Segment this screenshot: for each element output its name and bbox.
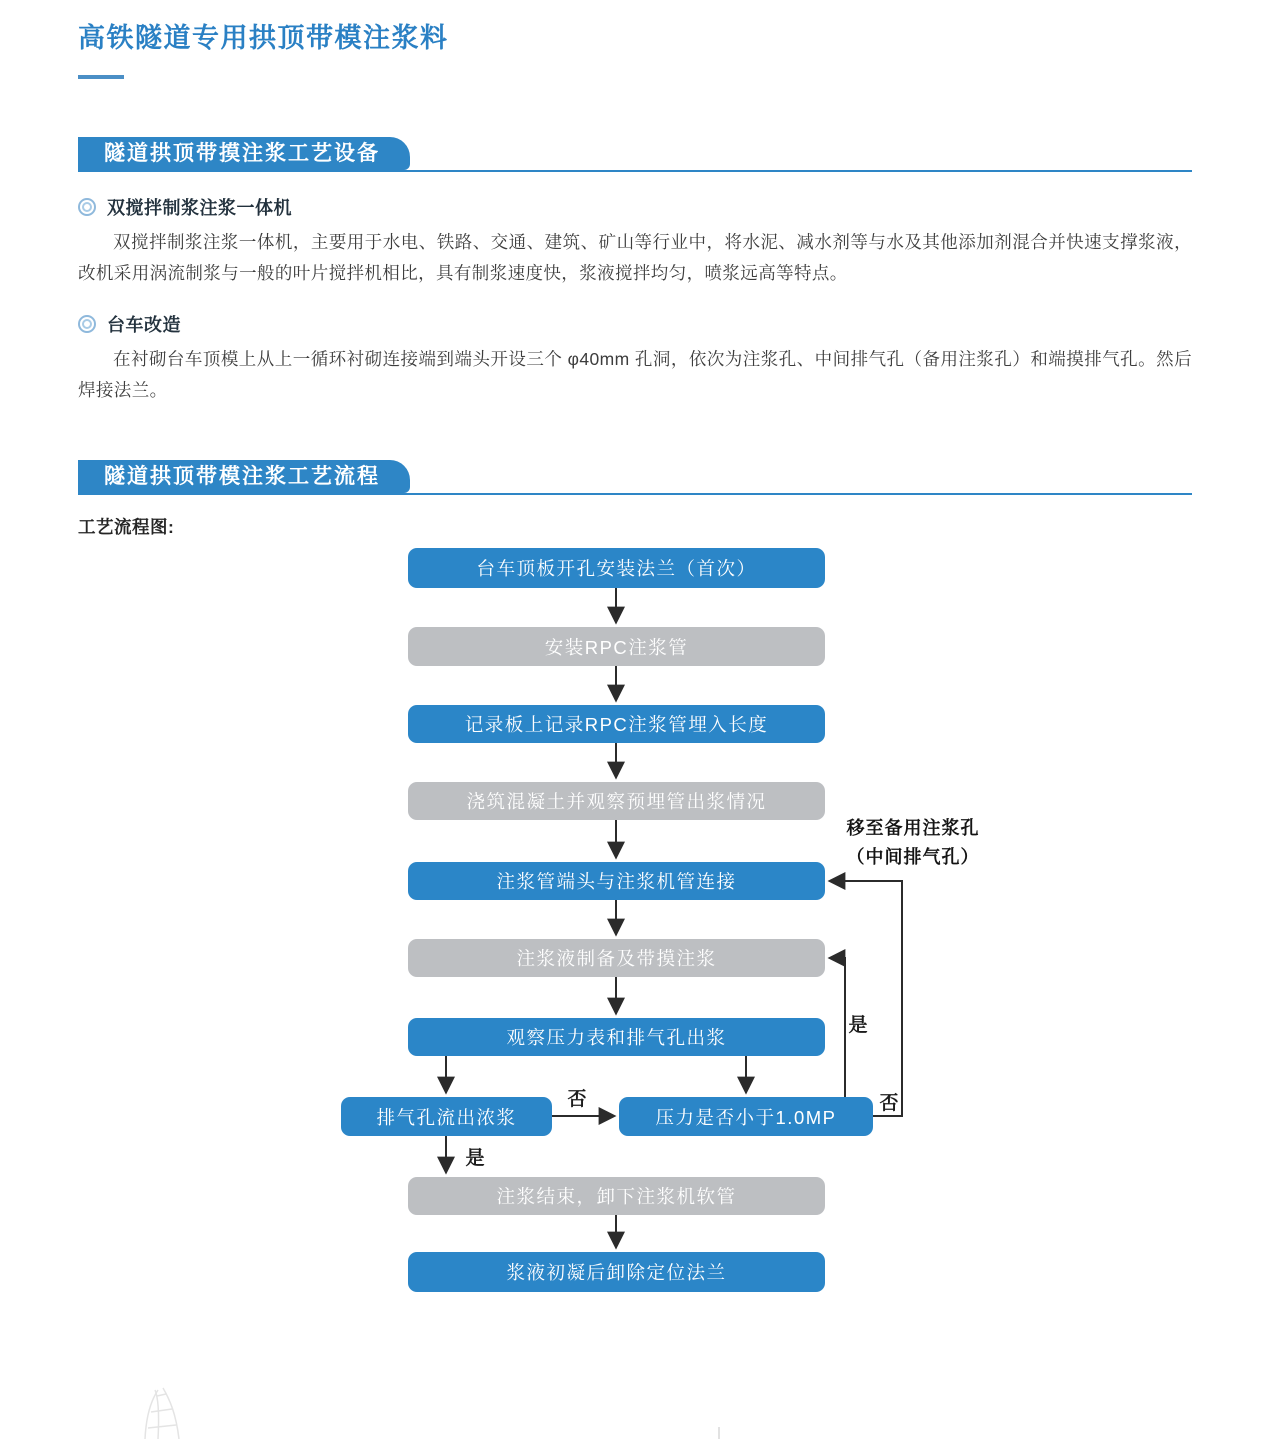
section-equipment-banner: 隧道拱顶带摸注浆工艺设备 [78, 137, 410, 170]
flow-label-redirect [828, 814, 998, 872]
section-process-banner-row [78, 460, 1192, 495]
flow-node-install-flange: 台车顶板开孔安装法兰（首次） [408, 548, 825, 588]
equipment-item-2-body: 在衬砌台车顶模上从上一循环衬砌连接端到端头开设三个 φ40mm 孔洞，依次为注浆孔、中间排气孔（备用注浆孔）和端摸排气孔。然后焊接法兰。 [78, 349, 1192, 400]
flow-label-yes-left: 是 [465, 1148, 485, 1169]
flow-label-redirect-line1: 移至备用注浆孔 [846, 818, 980, 838]
flow-label-no-middle: 否 [567, 1089, 587, 1110]
flow-node-prepare-grout: 注浆液制备及带摸注浆 [408, 939, 825, 977]
flow-node-remove-flange: 浆液初凝后卸除定位法兰 [408, 1252, 825, 1292]
section-equipment-banner-row [78, 137, 1192, 172]
equipment-item-1-heading: 双搅拌制浆注浆一体机 [107, 198, 292, 218]
flow-node-pour-concrete: 浇筑混凝土并观察预埋管出浆情况 [408, 782, 825, 820]
page-title: 高铁隧道专用拱顶带模注浆料 [78, 23, 449, 53]
flow-node-connect-pipe: 注浆管端头与注浆机管连接 [408, 862, 825, 900]
equipment-item-2 [78, 311, 1192, 337]
flowchart-caption: 工艺流程图: [78, 517, 175, 537]
equipment-item-1 [78, 194, 1192, 220]
ring-bullet-icon [78, 315, 96, 333]
flow-label-no-loop: 否 [879, 1093, 899, 1114]
flow-node-observe-gauge: 观察压力表和排气孔出浆 [408, 1018, 825, 1056]
section-process-banner: 隧道拱顶带模注浆工艺流程 [78, 460, 410, 493]
flow-label-redirect-line2: （中间排气孔） [846, 847, 980, 867]
equipment-item-2-heading: 台车改造 [107, 315, 181, 335]
flow-node-record-length: 记录板上记录RPC注浆管埋入长度 [408, 705, 825, 743]
flow-label-yes-loop: 是 [848, 1015, 868, 1036]
flow-node-pressure-check: 压力是否小于1.0MP [619, 1097, 873, 1136]
flow-node-install-rpc-pipe: 安装RPC注浆管 [408, 627, 825, 666]
ring-bullet-icon [78, 198, 96, 216]
title-underline [78, 75, 124, 79]
equipment-item-1-body: 双搅拌制浆注浆一体机，主要用于水电、铁路、交通、建筑、矿山等行业中，将水泥、减水剂等与水及其他添加剂混合并快速支撑浆液，改机采用涡流制浆与一般的叶片搅拌机相比，具有制浆速度快，浆液搅拌均匀，喷浆远高等特点。 [78, 232, 1192, 283]
flow-node-vent-thick-grout: 排气孔流出浓浆 [341, 1097, 552, 1136]
flow-node-grouting-end: 注浆结束，卸下注浆机软管 [408, 1177, 825, 1215]
